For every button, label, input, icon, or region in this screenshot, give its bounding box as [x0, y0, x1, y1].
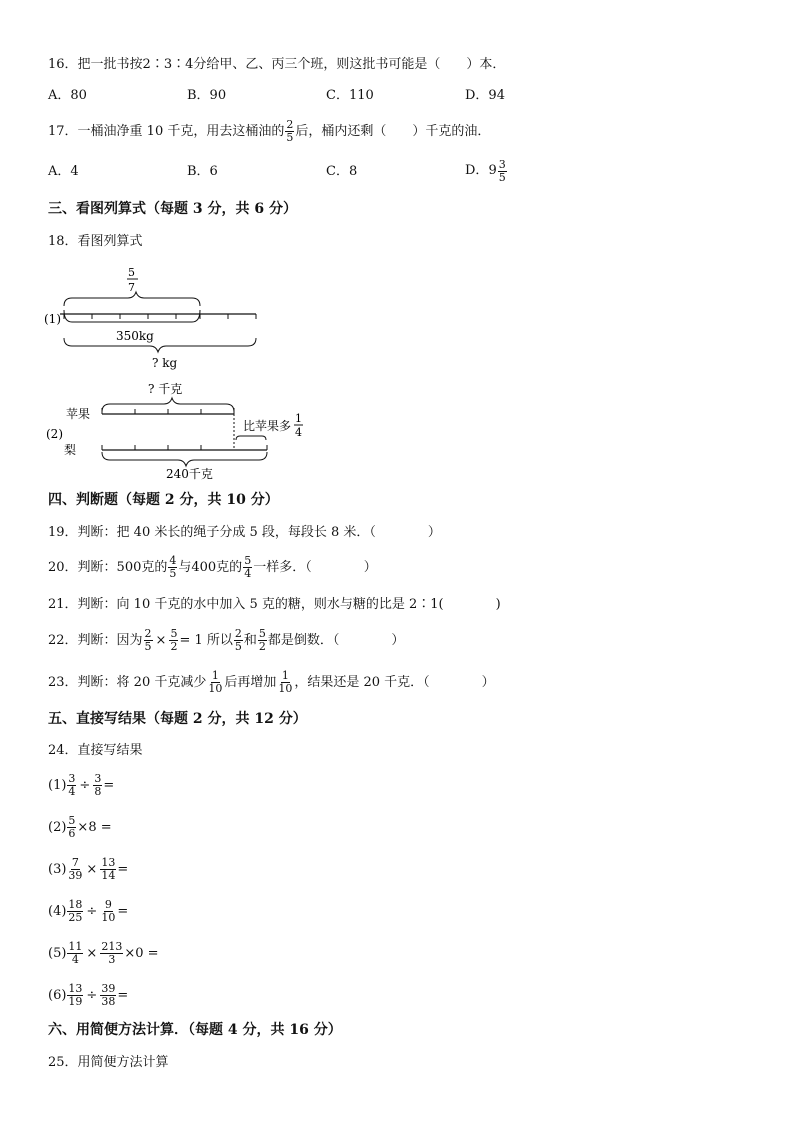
mixed-number: 9 $\frac{3}{5}$ [488, 157, 506, 184]
diagram-2-bottom-label: 240千克 [166, 467, 213, 481]
diagram-1-top-frac-d: 7 [128, 281, 135, 294]
question-25-title: 25．用简便方法计算 [48, 1055, 169, 1070]
q24-item-4: (4) $\frac{18}{25}$ ÷ $\frac{9}{10}$ = [48, 898, 129, 924]
section-6-heading: 六、用简便方法计算．（每题 4 分，共 16 分） [48, 1022, 342, 1038]
q24-item-6: (6) $\frac{13}{19}$ ÷ $\frac{39}{38}$ = [48, 982, 129, 1008]
q16-option-a[interactable]: A．80 [48, 88, 87, 103]
q16-option-c[interactable]: C．110 [326, 88, 374, 103]
diagram-1-top-frac-n: 5 [128, 266, 135, 279]
diagram-2-label: (2) [46, 427, 63, 441]
q24-item-1: (1) $\frac{3}{4}$ ÷ $\frac{3}{8}$ = [48, 772, 115, 798]
question-24-title: 24．直接写结果 [48, 743, 143, 758]
diagram-1-part-label: 350kg [116, 329, 154, 343]
question-17: 17．一桶油净重 10 千克，用去这桶油的 $\frac{2}{5}$ 后，桶内还剩（ ）千克的油． [48, 118, 491, 144]
q24-item-2: (2) $\frac{5}{6}$ ×8 = [48, 814, 112, 840]
diagram-2 [40, 378, 340, 486]
q17-option-c[interactable]: C．8 [326, 164, 358, 179]
question-18-title: 18．看图列算式 [48, 234, 143, 249]
section-5-heading: 五、直接写结果（每题 2 分，共 12 分） [48, 711, 307, 727]
q17-option-d[interactable]: D． 9 $\frac{3}{5}$ [465, 155, 508, 187]
q16-option-b[interactable]: B．90 [187, 88, 227, 103]
q17-option-b[interactable]: B．6 [187, 164, 218, 179]
question-22: 22．判断：因为 $\frac{2}{5}$ × $\frac{5}{2}$ = 1 所以 $\frac{2}{5}$ 和 $\frac{5}{2}$ 都是倒数．（ ） [48, 627, 405, 653]
q24-item-3: (3) $\frac{7}{39}$ × $\frac{13}{14}$ = [48, 856, 129, 882]
q16-option-d[interactable]: D．94 [465, 88, 505, 103]
question-20: 20．判断：500克的 $\frac{4}{5}$ 与400克的 $\frac{5}{4}$ 一样多．（ ） [48, 554, 377, 580]
question-23: 23．判断：将 20 千克减少 $\frac{1}{10}$ 后再增加 $\frac{1}{10}$ ，结果还是 20 千克．（ ） [48, 669, 495, 695]
fraction: $\frac{2}{5}$ [286, 118, 294, 144]
q17-option-a[interactable]: A．4 [48, 164, 79, 179]
section-4-heading: 四、判断题（每题 2 分，共 10 分） [48, 492, 279, 508]
section-3-heading: 三、看图列算式（每题 3 分，共 6 分） [48, 201, 297, 217]
question-16 [48, 56, 505, 74]
q24-item-5: (5) $\frac{11}{4}$ × $\frac{213}{3}$ ×0 = [48, 940, 159, 966]
diagram-2-top-label: ? 千克 [148, 382, 183, 396]
extra-frac-d: 4 [295, 426, 302, 439]
diagram-1 [40, 262, 280, 374]
extra-frac-n: 1 [295, 412, 302, 425]
apple-label: 苹果 [66, 407, 91, 421]
question-16-text: 16．把一批书按2∶3∶4分给甲、乙、丙三个班，则这批书可能是（ ）本． [48, 57, 506, 72]
pear-label: 梨 [64, 443, 77, 457]
question-21: 21．判断：向 10 千克的水中加入 5 克的糖，则水与糖的比是 2∶1( ) [48, 597, 501, 612]
diagram-1-total-label: ? kg [152, 356, 178, 370]
diagram-1-label: (1) [44, 312, 61, 326]
question-19: 19．判断：把 40 米长的绳子分成 5 段，每段长 8 米．（ ） [48, 525, 441, 540]
extra-label: 比苹果多 [243, 419, 292, 433]
